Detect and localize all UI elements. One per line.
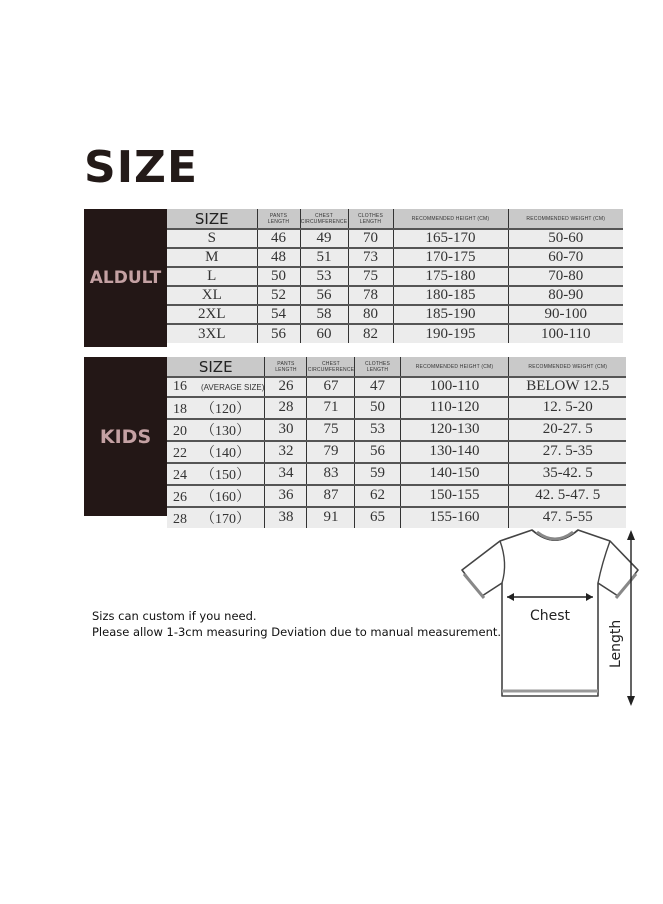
deviation-note: Please allow 1-3cm measuring Deviation due to manual measurement. <box>92 625 502 639</box>
cell-pants: 38 <box>265 507 307 528</box>
cell-clothes: 82 <box>348 324 393 343</box>
adult-size-grid <box>167 209 623 343</box>
cell-height: 155-160 <box>400 507 509 528</box>
cell-weight: 80-90 <box>508 286 623 305</box>
cell-chest: 79 <box>307 441 355 463</box>
header-clothes-length: CLOTHES LENGTH <box>348 209 393 229</box>
cell-size: 24 （150） <box>167 463 265 485</box>
kids-size-table <box>84 357 626 527</box>
cell-clothes: 80 <box>348 305 393 324</box>
cell-pants: 52 <box>257 286 300 305</box>
cell-clothes: 53 <box>355 419 400 441</box>
cell-pants: 50 <box>257 267 300 286</box>
cell-pants: 30 <box>265 419 307 441</box>
table-header-row <box>167 357 626 377</box>
page-title: SIZE <box>84 142 199 193</box>
cell-height: 150-155 <box>400 485 509 507</box>
cell-weight: 90-100 <box>508 305 623 324</box>
cell-chest: 51 <box>300 248 348 267</box>
cell-size: 28 （170） <box>167 507 265 528</box>
adult-size-table <box>84 209 624 347</box>
cell-size: 3XL <box>167 324 257 343</box>
cell-height: 130-140 <box>400 441 509 463</box>
cell-size: L <box>167 267 257 286</box>
cell-clothes: 70 <box>348 229 393 248</box>
table-row <box>167 441 626 463</box>
table-row <box>167 324 623 343</box>
table-row <box>167 419 626 441</box>
cell-weight: 100-110 <box>508 324 623 343</box>
header-recommended-height: RECOMMENDED HEIGHT (CM) <box>393 209 508 229</box>
cell-size: M <box>167 248 257 267</box>
cell-weight: 47. 5-55 <box>509 507 626 528</box>
cell-height: 185-190 <box>393 305 508 324</box>
adult-section-label: ALDULT <box>84 209 167 347</box>
header-pants-length: PANTS LENGTH <box>265 357 307 377</box>
cell-weight: 70-80 <box>508 267 623 286</box>
cell-weight: BELOW 12.5 <box>509 377 626 397</box>
cell-pants: 28 <box>265 397 307 419</box>
cell-chest: 60 <box>300 324 348 343</box>
cell-size: 22 （140） <box>167 441 265 463</box>
cell-clothes: 73 <box>348 248 393 267</box>
table-row <box>167 397 626 419</box>
cell-height: 100-110 <box>400 377 509 397</box>
cell-size: XL <box>167 286 257 305</box>
cell-weight: 12. 5-20 <box>509 397 626 419</box>
cell-pants: 34 <box>265 463 307 485</box>
measurement-notes <box>92 608 501 640</box>
cell-clothes: 65 <box>355 507 400 528</box>
cell-chest: 67 <box>307 377 355 397</box>
header-clothes-length: CLOTHES LENGTH <box>355 357 400 377</box>
cell-chest: 83 <box>307 463 355 485</box>
table-row <box>167 507 626 528</box>
cell-height: 180-185 <box>393 286 508 305</box>
cell-clothes: 50 <box>355 397 400 419</box>
table-row <box>167 267 623 286</box>
table-row <box>167 377 626 397</box>
table-row <box>167 248 623 267</box>
cell-weight: 60-70 <box>508 248 623 267</box>
cell-height: 175-180 <box>393 267 508 286</box>
cell-height: 120-130 <box>400 419 509 441</box>
cell-height: 170-175 <box>393 248 508 267</box>
cell-weight: 42. 5-47. 5 <box>509 485 626 507</box>
table-row <box>167 305 623 324</box>
header-recommended-weight: RECOMMENDED WEIGHT (CM) <box>508 209 623 229</box>
chest-label: Chest <box>529 608 571 624</box>
cell-chest: 58 <box>300 305 348 324</box>
cell-pants: 36 <box>265 485 307 507</box>
header-chest-circumference: CHEST CIRCUMFERENCE <box>307 357 355 377</box>
cell-chest: 75 <box>307 419 355 441</box>
cell-chest: 49 <box>300 229 348 248</box>
custom-size-note: Sizs can custom if you need. <box>92 609 257 623</box>
cell-weight: 50-60 <box>508 229 623 248</box>
cell-chest: 71 <box>307 397 355 419</box>
table-row <box>167 229 623 248</box>
kids-size-grid <box>167 357 626 528</box>
cell-clothes: 75 <box>348 267 393 286</box>
cell-height: 140-150 <box>400 463 509 485</box>
cell-weight: 20-27. 5 <box>509 419 626 441</box>
cell-height: 190-195 <box>393 324 508 343</box>
header-recommended-height: RECOMMENDED HEIGHT (CM) <box>400 357 509 377</box>
cell-clothes: 59 <box>355 463 400 485</box>
cell-size: 26 （160） <box>167 485 265 507</box>
cell-size: 2XL <box>167 305 257 324</box>
table-row <box>167 463 626 485</box>
cell-pants: 32 <box>265 441 307 463</box>
table-header-row <box>167 209 623 229</box>
cell-pants: 56 <box>257 324 300 343</box>
cell-size: S <box>167 229 257 248</box>
cell-clothes: 62 <box>355 485 400 507</box>
cell-height: 165-170 <box>393 229 508 248</box>
length-label: Length <box>608 619 624 668</box>
cell-chest: 91 <box>307 507 355 528</box>
table-row <box>167 286 623 305</box>
cell-clothes: 56 <box>355 441 400 463</box>
cell-pants: 46 <box>257 229 300 248</box>
tshirt-icon <box>460 528 655 708</box>
cell-weight: 27. 5-35 <box>509 441 626 463</box>
cell-size: 20 （130） <box>167 419 265 441</box>
cell-chest: 53 <box>300 267 348 286</box>
header-pants-length: PANTS LENGTH <box>257 209 300 229</box>
cell-pants: 48 <box>257 248 300 267</box>
cell-weight: 35-42. 5 <box>509 463 626 485</box>
table-row <box>167 485 626 507</box>
cell-clothes: 78 <box>348 286 393 305</box>
cell-clothes: 47 <box>355 377 400 397</box>
tshirt-measurement-diagram <box>460 528 655 713</box>
header-size: SIZE <box>167 209 257 229</box>
cell-height: 110-120 <box>400 397 509 419</box>
header-size: SIZE <box>167 357 265 377</box>
cell-chest: 56 <box>300 286 348 305</box>
cell-size: 18 （120） <box>167 397 265 419</box>
cell-size: 16 (AVERAGE SIZE) <box>167 377 265 397</box>
header-chest-circumference: CHEST CIRCUMFERENCE <box>300 209 348 229</box>
cell-pants: 54 <box>257 305 300 324</box>
cell-pants: 26 <box>265 377 307 397</box>
cell-chest: 87 <box>307 485 355 507</box>
kids-section-label: KIDS <box>84 357 167 516</box>
header-recommended-weight: RECOMMENDED WEIGHT (CM) <box>509 357 626 377</box>
